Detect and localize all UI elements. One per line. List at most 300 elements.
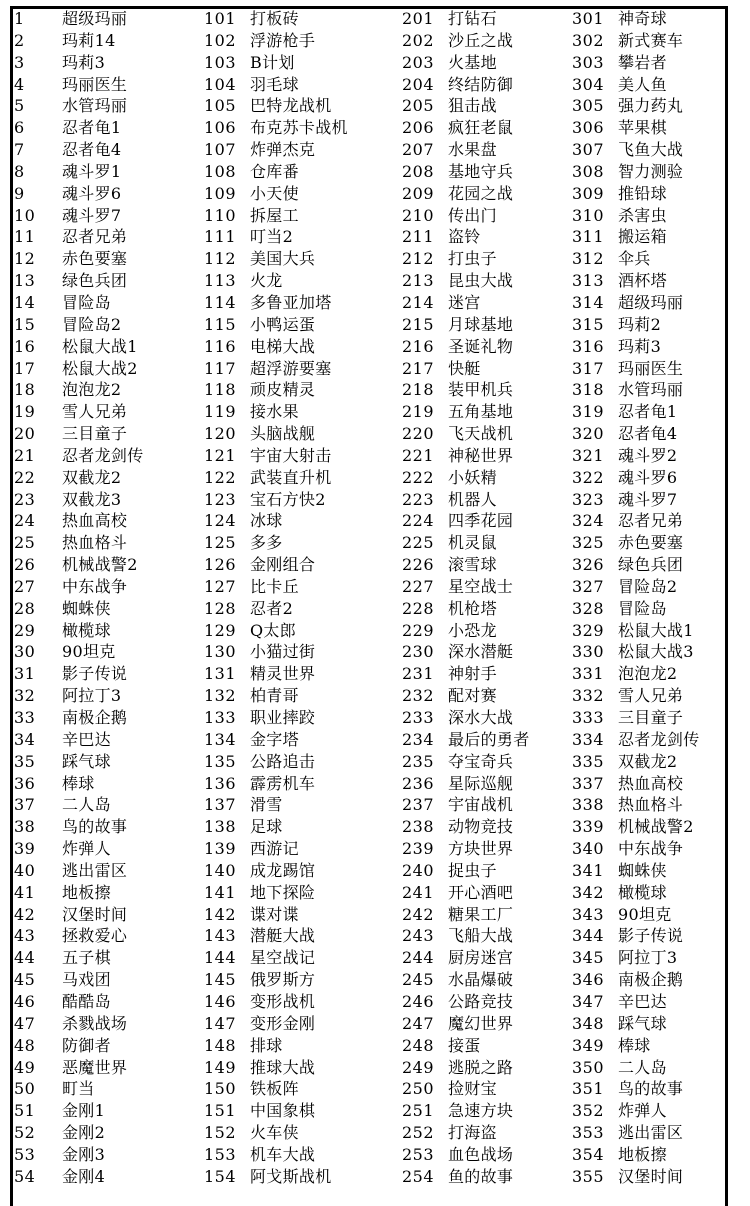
game-title: 美人鱼 — [618, 74, 667, 94]
game-title: 苹果棋 — [618, 118, 667, 138]
game-list-entry — [14, 336, 204, 358]
game-title: 搬运箱 — [618, 227, 667, 247]
game-title: 宇宙战机 — [448, 795, 514, 815]
game-number: 326 — [572, 555, 605, 575]
game-list-entry — [14, 467, 204, 489]
game-number: 303 — [572, 52, 605, 72]
game-list-entry — [402, 292, 572, 314]
game-number: 52 — [14, 1123, 36, 1143]
game-title: 魂斗罗2 — [618, 445, 678, 465]
game-number: 238 — [402, 817, 435, 837]
game-list-entry — [14, 816, 204, 838]
game-title: 机械战警2 — [618, 817, 694, 837]
game-title: 魔幻世界 — [448, 1013, 514, 1033]
game-title: 滚雪球 — [448, 555, 497, 575]
game-title: 忍者龟4 — [62, 140, 122, 160]
game-list-entry — [572, 663, 726, 685]
game-title: 三目童子 — [62, 424, 128, 444]
game-list-entry — [204, 947, 402, 969]
game-title: 打虫子 — [448, 249, 497, 269]
game-title: 炸弹人 — [62, 839, 111, 859]
game-title: 魂斗罗6 — [62, 183, 122, 203]
game-list-entry — [204, 117, 402, 139]
game-list-entry — [572, 1013, 726, 1035]
game-list-entry — [14, 1144, 204, 1166]
game-list-entry — [572, 1144, 726, 1166]
game-number: 137 — [204, 795, 237, 815]
game-title: 捉虫子 — [448, 860, 497, 880]
game-list-entry — [402, 1078, 572, 1100]
game-title: 南极企鹅 — [62, 708, 128, 727]
game-list-entry — [572, 8, 726, 30]
game-number: 25 — [14, 533, 36, 553]
game-number: 145 — [204, 970, 237, 990]
game-number: 109 — [204, 183, 237, 203]
game-number: 334 — [572, 729, 605, 749]
game-title: 精灵世界 — [250, 664, 316, 684]
game-number: 351 — [572, 1079, 605, 1099]
game-number: 115 — [204, 314, 237, 334]
game-title: 捡财宝 — [448, 1079, 497, 1099]
game-title: 影子传说 — [62, 664, 128, 684]
game-title: 金刚1 — [62, 1101, 106, 1121]
game-number: 232 — [402, 686, 435, 706]
game-list-entry — [14, 641, 204, 663]
game-number: 113 — [204, 271, 237, 291]
game-list-entry — [14, 270, 204, 292]
game-number: 106 — [204, 118, 237, 138]
game-title: 神射手 — [448, 664, 497, 684]
game-list-entry — [14, 248, 204, 270]
game-title: 多多 — [250, 533, 283, 553]
game-list-entry — [572, 489, 726, 511]
game-list-entry — [204, 358, 402, 380]
game-list-entry — [572, 1057, 726, 1079]
game-number: 325 — [572, 533, 605, 553]
game-list-entry — [14, 30, 204, 52]
game-list-entry — [572, 139, 726, 161]
game-list-entry — [572, 161, 726, 183]
game-list-entry — [14, 161, 204, 183]
game-list-entry — [402, 532, 572, 554]
game-title: 迷宫 — [448, 292, 481, 312]
game-number: 333 — [572, 708, 605, 727]
game-column — [572, 8, 726, 1188]
game-list-entry — [402, 379, 572, 401]
game-title: 多鲁亚加塔 — [250, 292, 332, 312]
game-list-entry — [14, 554, 204, 576]
game-list-entry — [204, 183, 402, 205]
game-title: 水管玛丽 — [62, 96, 128, 116]
game-number: 124 — [204, 511, 237, 531]
game-list-entry — [402, 860, 572, 882]
game-number: 149 — [204, 1057, 237, 1077]
game-number: 126 — [204, 555, 237, 575]
game-number: 230 — [402, 642, 435, 662]
game-number: 5 — [14, 96, 25, 116]
game-number: 41 — [14, 882, 36, 902]
game-list-entry — [204, 1122, 402, 1144]
game-title: 杀戮战场 — [62, 1013, 128, 1033]
game-number: 328 — [572, 598, 605, 618]
game-title: 公路追击 — [250, 751, 316, 771]
game-number: 324 — [572, 511, 605, 531]
game-title: 四季花园 — [448, 511, 514, 531]
game-title: 小天使 — [250, 183, 299, 203]
game-title: 冒险岛 — [618, 598, 667, 618]
game-list-entry — [402, 270, 572, 292]
game-title: 橄榄球 — [62, 620, 111, 640]
game-number: 114 — [204, 292, 237, 312]
game-list-entry — [14, 663, 204, 685]
game-number: 308 — [572, 161, 605, 181]
game-number: 302 — [572, 30, 605, 50]
game-number: 240 — [402, 860, 435, 880]
game-title: 热血高校 — [618, 773, 684, 793]
game-number: 53 — [14, 1144, 36, 1164]
game-title: 马戏团 — [62, 970, 111, 990]
game-title: 酷酷岛 — [62, 991, 111, 1011]
game-number: 204 — [402, 74, 435, 94]
game-title: 变形金刚 — [250, 1013, 316, 1033]
game-number: 132 — [204, 686, 237, 706]
game-list-entry — [14, 1100, 204, 1122]
game-list-entry — [572, 620, 726, 642]
game-list-entry — [14, 532, 204, 554]
game-title: 酒杯塔 — [618, 271, 667, 291]
game-list-entry — [402, 467, 572, 489]
game-list-entry — [204, 1057, 402, 1079]
game-list-entry — [402, 1122, 572, 1144]
game-number: 141 — [204, 882, 237, 902]
game-list-entry — [402, 838, 572, 860]
game-title: 机车大战 — [250, 1144, 316, 1164]
game-list-entry — [14, 1057, 204, 1079]
game-list-entry — [14, 52, 204, 74]
game-list-entry — [14, 685, 204, 707]
game-title: 急速方块 — [448, 1101, 514, 1121]
game-number: 215 — [402, 314, 435, 334]
game-number: 120 — [204, 424, 237, 444]
game-title: 五角基地 — [448, 402, 514, 422]
game-list-entry — [402, 925, 572, 947]
game-number: 205 — [402, 96, 435, 116]
game-number: 22 — [14, 467, 36, 487]
game-title: 松鼠大战1 — [62, 336, 138, 356]
game-number: 335 — [572, 751, 605, 771]
game-number: 35 — [14, 751, 36, 771]
game-number: 129 — [204, 620, 237, 640]
game-title: 中东战争 — [618, 839, 684, 859]
game-title: 深水大战 — [448, 708, 514, 727]
game-list-entry — [402, 576, 572, 598]
game-number: 152 — [204, 1123, 237, 1143]
game-title: 配对赛 — [448, 686, 497, 706]
game-title: 汉堡时间 — [618, 1166, 684, 1186]
game-title: 蜘蛛侠 — [618, 860, 667, 880]
game-number: 122 — [204, 467, 237, 487]
game-title: 冒险岛2 — [62, 314, 122, 334]
game-title: 职业摔跤 — [250, 708, 316, 727]
game-list-entry — [14, 358, 204, 380]
game-title: 圣诞礼物 — [448, 336, 514, 356]
game-title: 美国大兵 — [250, 249, 316, 269]
game-number: 331 — [572, 664, 605, 684]
game-title: 潜艇大战 — [250, 926, 316, 946]
game-column — [402, 8, 572, 1188]
game-title: 顽皮精灵 — [250, 380, 316, 400]
game-title: 玛丽医生 — [62, 74, 128, 94]
game-title: 赤色要塞 — [62, 249, 128, 269]
game-list-entry — [572, 52, 726, 74]
game-title: 玛莉3 — [618, 336, 662, 356]
game-list-entry — [402, 816, 572, 838]
game-list-entry — [402, 139, 572, 161]
game-list-entry — [204, 423, 402, 445]
game-list-entry — [14, 1078, 204, 1100]
game-list-entry — [204, 751, 402, 773]
game-list-entry — [14, 969, 204, 991]
game-list-entry — [572, 969, 726, 991]
game-number: 338 — [572, 795, 605, 815]
game-number: 134 — [204, 729, 237, 749]
game-number: 3 — [14, 52, 25, 72]
game-list-entry — [204, 685, 402, 707]
game-title: 血色战场 — [448, 1144, 514, 1164]
game-list-entry — [572, 707, 726, 729]
game-title: 踩气球 — [62, 751, 111, 771]
game-number: 317 — [572, 358, 605, 378]
game-title: 方块世界 — [448, 839, 514, 859]
game-list-entry — [402, 161, 572, 183]
game-title: 阿拉丁3 — [618, 948, 678, 968]
game-title: 比卡丘 — [250, 576, 299, 596]
game-number: 18 — [14, 380, 36, 400]
game-list-entry — [402, 401, 572, 423]
game-title: 星空战士 — [448, 576, 514, 596]
game-list-entry — [402, 685, 572, 707]
game-number: 13 — [14, 271, 36, 291]
game-number: 228 — [402, 598, 435, 618]
game-number: 211 — [402, 227, 435, 247]
game-list-entry — [572, 183, 726, 205]
game-number: 118 — [204, 380, 237, 400]
game-list-entry — [402, 598, 572, 620]
game-number: 108 — [204, 161, 237, 181]
game-number: 241 — [402, 882, 435, 902]
game-list-entry — [572, 30, 726, 52]
game-list-entry — [402, 423, 572, 445]
game-number: 102 — [204, 30, 237, 50]
game-number: 207 — [402, 140, 435, 160]
game-list-entry — [572, 205, 726, 227]
game-list-entry — [572, 336, 726, 358]
game-number: 235 — [402, 751, 435, 771]
game-list-entry — [14, 773, 204, 795]
game-title: 忍者兄弟 — [62, 227, 128, 247]
game-list-entry — [204, 576, 402, 598]
game-list-entry — [14, 74, 204, 96]
game-number: 306 — [572, 118, 605, 138]
game-number: 107 — [204, 140, 237, 160]
game-number: 104 — [204, 74, 237, 94]
game-list-entry — [402, 52, 572, 74]
game-title: 防御者 — [62, 1035, 111, 1055]
game-list-entry — [572, 554, 726, 576]
game-number: 224 — [402, 511, 435, 531]
game-list-entry — [14, 751, 204, 773]
game-title: 忍者龙剑传 — [618, 729, 700, 749]
game-list-entry — [572, 292, 726, 314]
game-number: 244 — [402, 948, 435, 968]
game-number: 312 — [572, 249, 605, 269]
game-list-entry — [204, 1166, 402, 1188]
game-title: 魂斗罗6 — [618, 467, 678, 487]
game-number: 236 — [402, 773, 435, 793]
game-list-entry — [14, 576, 204, 598]
game-number: 203 — [402, 52, 435, 72]
game-number: 305 — [572, 96, 605, 116]
game-number: 209 — [402, 183, 435, 203]
game-list-entry — [572, 816, 726, 838]
game-number: 252 — [402, 1123, 435, 1143]
game-title: 绿色兵团 — [618, 555, 684, 575]
game-title: 小猫过街 — [250, 642, 316, 662]
game-list-entry — [204, 838, 402, 860]
game-list-entry — [14, 904, 204, 926]
game-number: 101 — [204, 9, 237, 28]
game-title: 机灵鼠 — [448, 533, 497, 553]
game-list-entry — [402, 904, 572, 926]
game-list-entry — [572, 1166, 726, 1188]
game-title: 昆虫大战 — [448, 271, 514, 291]
game-number: 135 — [204, 751, 237, 771]
game-title: 松鼠大战2 — [62, 358, 138, 378]
game-list-entry — [204, 161, 402, 183]
game-number: 48 — [14, 1035, 36, 1055]
game-title: 变形战机 — [250, 991, 316, 1011]
game-title: 火车侠 — [250, 1123, 299, 1143]
game-title: 金刚4 — [62, 1166, 106, 1186]
game-title: 二人岛 — [618, 1057, 667, 1077]
game-list-entry — [204, 729, 402, 751]
game-title: 新式赛车 — [618, 30, 684, 50]
game-number: 245 — [402, 970, 435, 990]
game-list-entry — [572, 598, 726, 620]
game-list-entry — [402, 882, 572, 904]
game-list-entry — [14, 729, 204, 751]
game-list-entry — [572, 248, 726, 270]
game-list-entry — [204, 336, 402, 358]
game-title: 泡泡龙2 — [62, 380, 122, 400]
game-list-entry — [572, 117, 726, 139]
game-number: 307 — [572, 140, 605, 160]
game-title: 二人岛 — [62, 795, 111, 815]
game-title: 推球大战 — [250, 1057, 316, 1077]
game-number: 322 — [572, 467, 605, 487]
game-number: 234 — [402, 729, 435, 749]
game-title: 夺宝奇兵 — [448, 751, 514, 771]
game-list-entry — [204, 904, 402, 926]
game-title: 超级玛丽 — [62, 9, 128, 28]
game-title: 神奇球 — [618, 9, 667, 28]
game-list-entry — [204, 620, 402, 642]
game-number: 19 — [14, 402, 36, 422]
game-list-entry — [402, 1035, 572, 1057]
game-number: 42 — [14, 904, 36, 924]
game-title: 传出门 — [448, 205, 497, 225]
game-number: 131 — [204, 664, 237, 684]
game-number: 34 — [14, 729, 36, 749]
game-list-entry — [204, 663, 402, 685]
game-number: 133 — [204, 708, 237, 727]
game-number: 138 — [204, 817, 237, 837]
game-list-entry — [402, 358, 572, 380]
game-title: 玛丽医生 — [618, 358, 684, 378]
game-title: 浮游枪手 — [250, 30, 316, 50]
game-list-entry — [204, 489, 402, 511]
game-title: B计划 — [250, 52, 295, 72]
game-list-entry — [204, 1078, 402, 1100]
game-number: 148 — [204, 1035, 237, 1055]
game-title: 基地守兵 — [448, 161, 514, 181]
game-title: 影子传说 — [618, 926, 684, 946]
game-title: 双截龙2 — [618, 751, 678, 771]
game-list-entry — [402, 620, 572, 642]
game-title: 冰球 — [250, 511, 283, 531]
game-number: 345 — [572, 948, 605, 968]
game-title: 辛巴达 — [62, 729, 111, 749]
game-list-entry — [402, 554, 572, 576]
game-list-entry — [14, 598, 204, 620]
game-title: 机器人 — [448, 489, 497, 509]
game-title: 水晶爆破 — [448, 970, 514, 990]
game-list-entry — [14, 860, 204, 882]
game-list-entry — [204, 794, 402, 816]
game-list-entry — [402, 1100, 572, 1122]
game-title: 花园之战 — [448, 183, 514, 203]
game-title: 地下探险 — [250, 882, 316, 902]
game-title: 超浮游要塞 — [250, 358, 332, 378]
game-title: 汉堡时间 — [62, 904, 128, 924]
game-list-entry — [14, 925, 204, 947]
game-number: 216 — [402, 336, 435, 356]
game-title: 魂斗罗7 — [618, 489, 678, 509]
game-list-entry — [402, 95, 572, 117]
game-number: 151 — [204, 1101, 237, 1121]
game-list-entry — [14, 95, 204, 117]
game-title: 地板擦 — [62, 882, 111, 902]
game-number: 249 — [402, 1057, 435, 1077]
game-number: 153 — [204, 1144, 237, 1164]
game-title: 开心酒吧 — [448, 882, 514, 902]
game-list-entry — [402, 794, 572, 816]
game-list-entry — [14, 226, 204, 248]
game-number: 1 — [14, 9, 25, 28]
game-list-entry — [204, 379, 402, 401]
game-title: 泡泡龙2 — [618, 664, 678, 684]
game-number: 147 — [204, 1013, 237, 1033]
game-title: 武装直升机 — [250, 467, 332, 487]
game-title: 双截龙2 — [62, 467, 122, 487]
game-list-entry — [572, 1078, 726, 1100]
game-number: 254 — [402, 1166, 435, 1186]
game-number: 332 — [572, 686, 605, 706]
game-title: 小妖精 — [448, 467, 497, 487]
game-title: 动物竞技 — [448, 817, 514, 837]
game-title: 踩气球 — [618, 1013, 667, 1033]
game-list-entry — [572, 74, 726, 96]
